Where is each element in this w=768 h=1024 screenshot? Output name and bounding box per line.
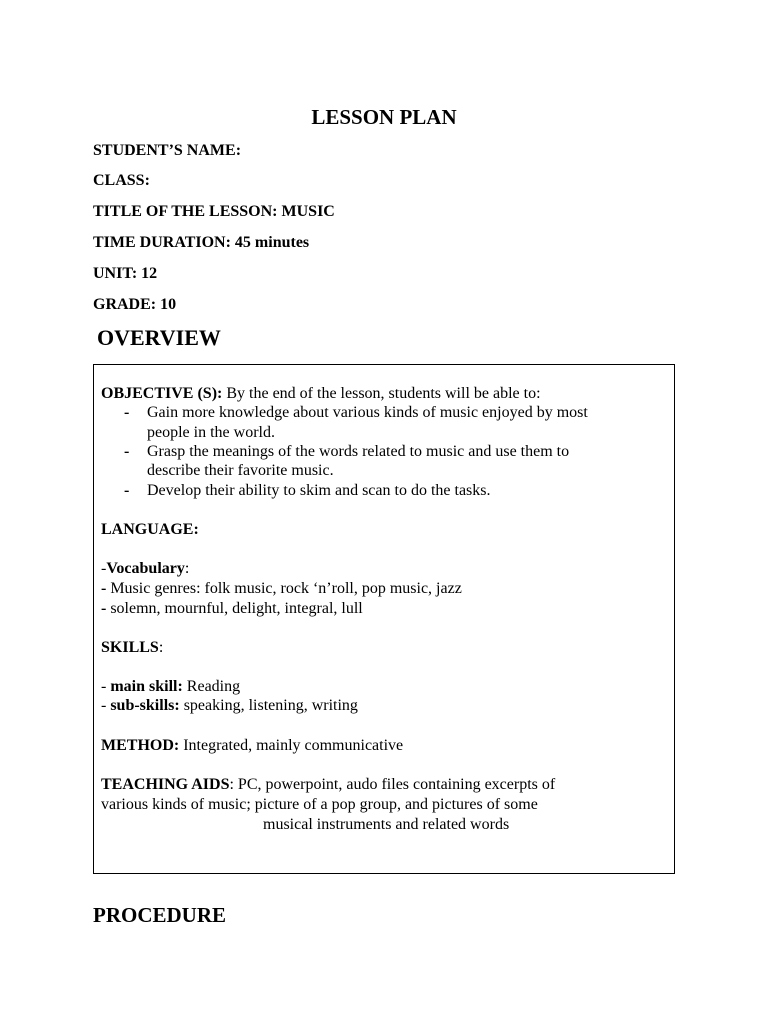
language-heading: LANGUAGE: [101, 521, 199, 538]
objective-line [101, 385, 541, 403]
objective-bullet-3-line-1: Develop their ability to skim and scan to do the tasks. [147, 482, 491, 499]
objective-bullet-1-line-2: people in the world. [147, 424, 275, 441]
page-title: LESSON PLAN [311, 105, 457, 129]
main-skill-line: - main skill: Reading [101, 678, 241, 695]
class-field: CLASS: [93, 172, 150, 189]
objective-bullet-2-line-1: Grasp the meanings of the words related to music and use them to [147, 443, 570, 460]
overview-heading: OVERVIEW [97, 325, 221, 350]
objective-intro: By the end of the lesson, students will be able to: [222, 385, 541, 402]
skills-heading: SKILLS: [101, 639, 164, 656]
time-duration-field: TIME DURATION: 45 minutes [93, 234, 310, 251]
lesson-title-field: TITLE OF THE LESSON: MUSIC [93, 203, 335, 220]
teaching-aids-line-2: various kinds of music; picture of a pop group, and pictures of some [101, 796, 538, 813]
unit-field: UNIT: 12 [93, 265, 158, 282]
objective-bullet-2-line-2: describe their favorite music. [147, 462, 334, 479]
teaching-aids-line-1: TEACHING AIDS: PC, powerpoint, audo files containing excerpts of [101, 776, 556, 793]
vocabulary-heading: -Vocabulary: [101, 560, 190, 577]
overview-box [93, 364, 675, 874]
vocabulary-line-2: - solemn, mournful, delight, integral, lull [101, 600, 363, 617]
teaching-aids-line-3: musical instruments and related words [263, 816, 510, 833]
procedure-heading: PROCEDURE [93, 903, 227, 927]
bullet-dash: - [124, 443, 130, 460]
objective-bullet-1-line-1: Gain more knowledge about various kinds of music enjoyed by most [147, 404, 588, 421]
sub-skills-line: - sub-skills: speaking, listening, writing [101, 697, 358, 714]
grade-field: GRADE: 10 [93, 296, 177, 313]
method-line: METHOD: Integrated, mainly communicative [101, 737, 404, 754]
bullet-dash: - [124, 404, 130, 421]
students-name-field: STUDENT’S NAME: [93, 142, 242, 159]
vocabulary-line-1: - Music genres: folk music, rock ‘n’roll, pop music, jazz [101, 580, 462, 597]
bullet-dash: - [124, 482, 130, 499]
objective-label: OBJECTIVE (S): [101, 385, 223, 402]
